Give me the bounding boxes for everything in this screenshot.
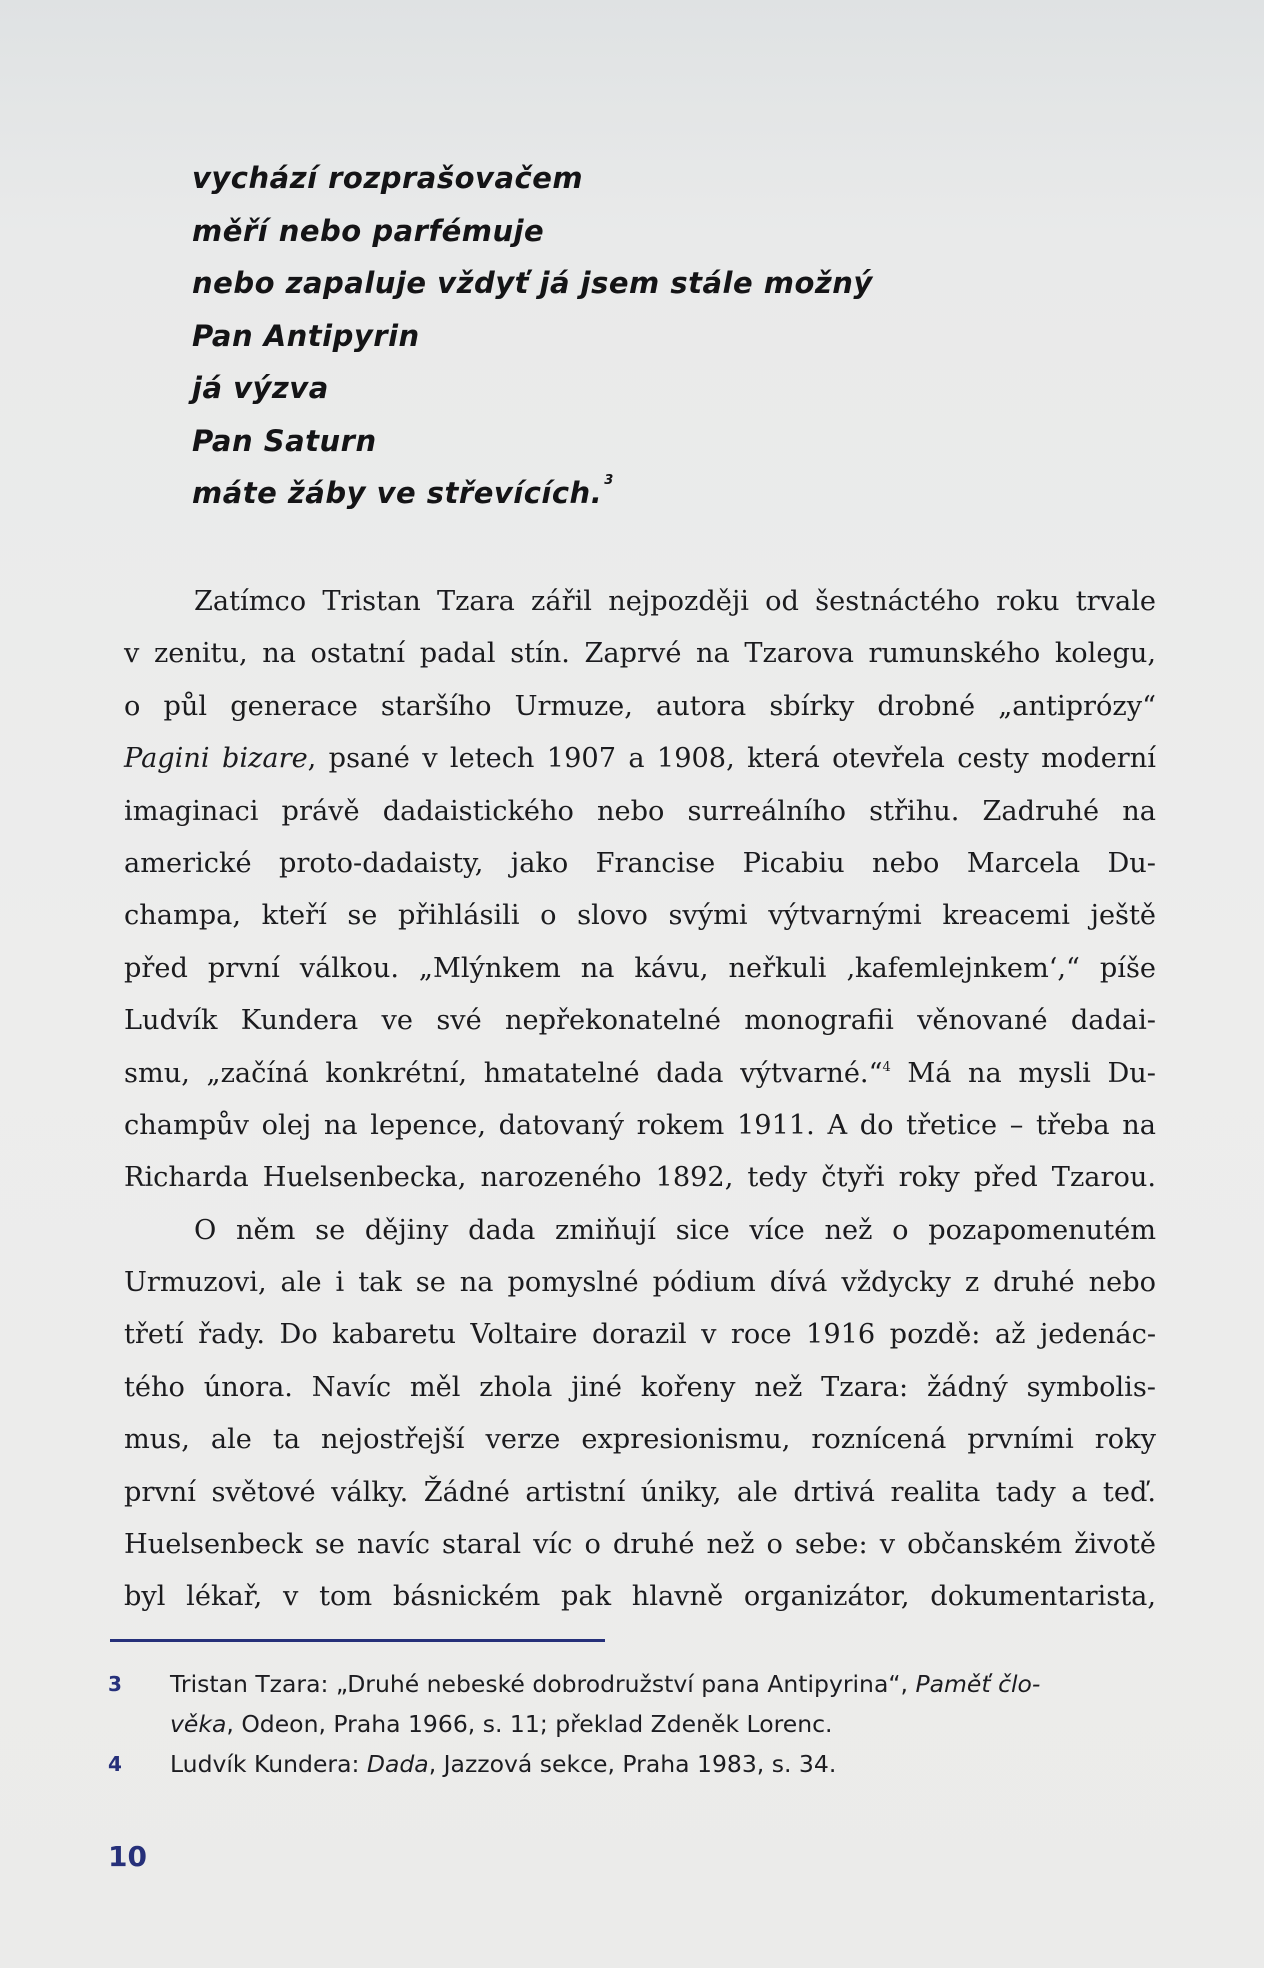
page-number: 10 xyxy=(108,1840,147,1873)
footnote-3-continued xyxy=(108,1704,1128,1744)
text-line: byl lékař, v tom básnickém pak hlavně organizátor, dokumentarista, xyxy=(124,1581,1156,1613)
poem-line: já výzva xyxy=(192,371,329,405)
text-line: první světové války. Žádné artistní úniky, ale drtivá realita tady a teď. xyxy=(124,1476,1156,1508)
text-line: Urmuzovi, ale i tak se na pomyslné pódium dívá vždycky z druhé nebo xyxy=(124,1267,1156,1299)
text-line xyxy=(124,1048,1156,1100)
text-line: Richarda Huelsenbecka, narozeného 1892, tedy čtyři roky před Tzarou. xyxy=(124,1162,1156,1194)
footnote-reference[interactable]: 4 xyxy=(882,1059,891,1075)
text-line: champa, kteří se přihlásili o slovo svými výtvarnými kreacemi ještě xyxy=(124,900,1156,932)
text-line: Pagini bizare, psané v letech 1907 a 1908, která otevřela cesty moderní xyxy=(124,743,1156,775)
text-line: mus, ale ta nejostřejší verze expresionismu, roznícená prvními roky xyxy=(124,1424,1156,1456)
poem-excerpt xyxy=(192,152,1092,520)
poem-line: nebo zapaluje vždyť já jsem stále možný xyxy=(192,266,873,300)
text-line: Huelsenbeck se navíc staral víc o druhé než o sebe: v občanském životě xyxy=(124,1529,1156,1561)
text-line: před první válkou. „Mlýnkem na kávu, neřkuli ‚kafemlejnkem‘,“ píše xyxy=(124,952,1156,984)
text-segment: smu, „začíná konkrétní, hmatatelné dada výtvarné.“ xyxy=(124,1057,883,1089)
poem-line: vychází rozprašovačem xyxy=(192,161,584,195)
poem-line: měří nebo parfémuje xyxy=(192,213,545,248)
footnote-italic-title: Dada xyxy=(366,1750,429,1778)
poem-line xyxy=(192,467,1092,520)
footnote-4 xyxy=(108,1744,1128,1784)
text-line: tého února. Navíc měl zhola jiné kořeny než Tzara: žádný symbolis- xyxy=(124,1371,1156,1403)
text-line: třetí řady. Do kabaretu Voltaire dorazil v roce 1916 pozdě: až jedenác- xyxy=(124,1319,1156,1351)
text-line: imaginaci právě dadaistického nebo surreálního střihu. Zadruhé na xyxy=(124,795,1156,827)
footnote-segment: Ludvík Kundera: xyxy=(170,1750,367,1778)
footnote-text xyxy=(170,1744,1128,1784)
footnote-divider xyxy=(110,1639,605,1642)
body-text xyxy=(124,576,1156,1624)
footnote-italic-title: věka xyxy=(170,1710,227,1738)
footnote-text xyxy=(170,1704,833,1744)
footnote-reference[interactable]: 3 xyxy=(604,473,614,488)
text-line: O něm se dějiny dada zmiňují sice více než o pozapomenutém xyxy=(194,1214,1156,1246)
footnote-text xyxy=(170,1664,1128,1704)
text-line: v zenitu, na ostatní padal stín. Zaprvé na Tzarova rumunského kolegu, xyxy=(124,638,1156,670)
footnote-number: 3 xyxy=(108,1672,122,1696)
footnote-segment: , Jazzová sekce, Praha 1983, s. 34. xyxy=(428,1750,837,1778)
footnote-segment: , Odeon, Praha 1966, s. 11; překlad Zdeněk Lorenc. xyxy=(226,1710,833,1738)
footnotes xyxy=(108,1664,1128,1784)
text-line: champův olej na lepence, datovaný rokem 1911. A do třetice – třeba na xyxy=(124,1109,1156,1141)
poem-line-text: máte žáby ve střevících. xyxy=(192,476,603,510)
poem-line: Pan Antipyrin xyxy=(192,318,420,353)
text-line: Zatímco Tristan Tzara zářil nejpozději od šestnáctého roku trvale xyxy=(194,586,1156,617)
text-segment: Má na mysli Du- xyxy=(907,1057,1156,1089)
text-line: Ludvík Kundera ve své nepřekonatelné monografii věnované dadai- xyxy=(124,1005,1156,1037)
book-title-italic: Pagini bizare xyxy=(124,743,308,775)
footnote-italic-title: Paměť člo- xyxy=(915,1670,1041,1698)
footnote-segment: Tristan Tzara: „Druhé nebeské dobrodružství pana Antipyrina“, xyxy=(170,1670,916,1698)
poem-line: Pan Saturn xyxy=(192,423,377,458)
footnote-3 xyxy=(108,1664,1128,1704)
footnote-number: 4 xyxy=(108,1752,122,1776)
text-line: o půl generace staršího Urmuze, autora sbírky drobné „antiprózy“ xyxy=(124,690,1156,722)
text-line: americké proto-dadaisty, jako Francise Picabiu nebo Marcela Du- xyxy=(124,847,1156,879)
